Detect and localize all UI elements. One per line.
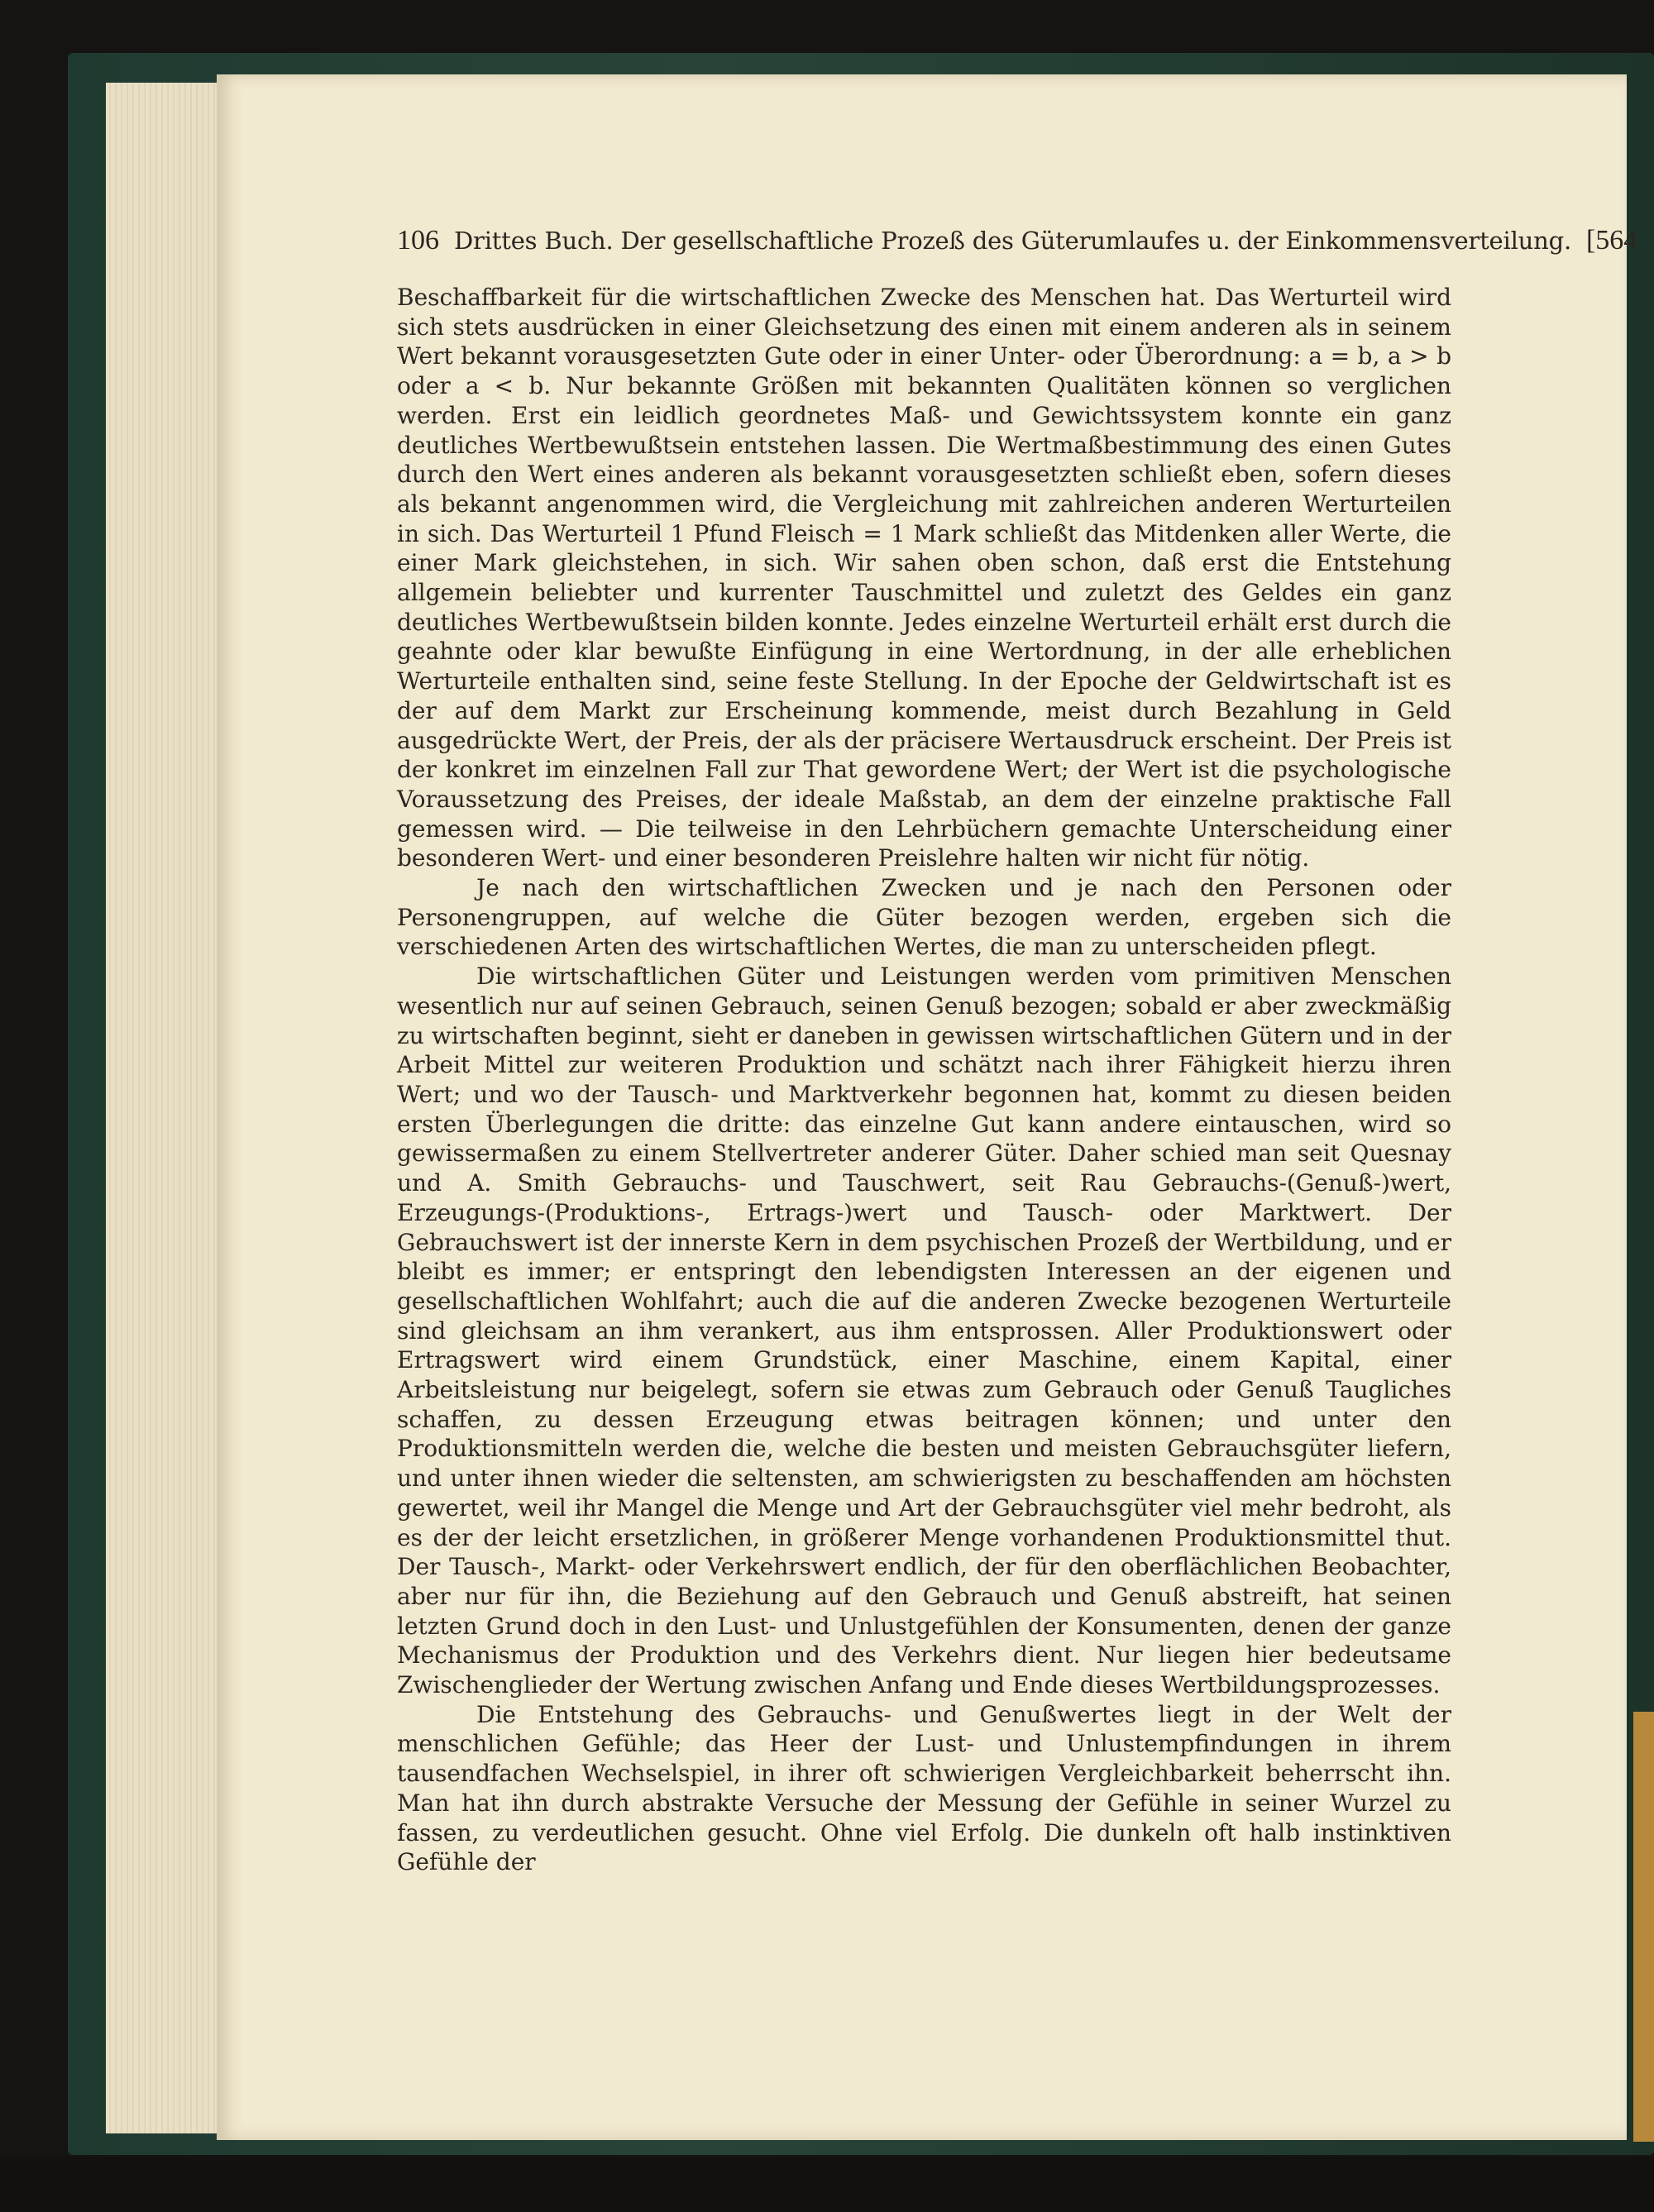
- paragraph-4: Die Entstehung des Gebrauchs- und Genußwertes liegt in der Welt der menschlichen Gefühle; das Heer der Lust- und Unlustempfindungen in ihrem tausendfachen Wechselspiel, in ihrer oft schwierigen Vergleichbarkeit beherrscht ihn. Man hat ihn durch abstrakte Versuche der Messung der Gefühle in seiner Wurzel zu fassen, zu verdeutlichen gesucht. Ohne viel Erfolg. Die dunkeln oft halb instinktiven Gefühle der: [397, 1700, 1451, 1876]
- paragraph-2: Je nach den wirtschaftlichen Zwecken und je nach den Personen oder Personengruppen, auf welche die Güter bezogen werden, ergeben sich die verschiedenen Arten des wirtschaftlichen Wertes, die man zu unterscheiden pflegt.: [397, 874, 1451, 961]
- body-text: [397, 283, 1451, 1877]
- scan-color-strip: [1633, 1712, 1654, 2142]
- page-number: 106: [397, 225, 439, 256]
- margin-number: [564: [1585, 225, 1638, 256]
- page-header: [397, 225, 1638, 256]
- page-edges: [106, 83, 232, 2133]
- scan-bottom-border: [0, 2157, 1654, 2212]
- running-head: Drittes Buch. Der gesellschaftliche Prozeß des Güterumlaufes u. der Einkommensverteilung.: [454, 227, 1571, 255]
- paragraph-3: Die wirtschaftlichen Güter und Leistungen werden vom primitiven Menschen wesentlich nur auf seinen Gebrauch, seinen Genuß bezogen; sobald er aber zweckmäßig zu wirtschaften beginnt, sieht er daneben in gewissen wirtschaftlichen Gütern und in der Arbeit Mittel zur weiteren Produktion und schätzt nach ihrer Fähigkeit hierzu ihren Wert; und wo der Tausch- und Marktverkehr begonnen hat, kommt zu diesen beiden ersten Überlegungen die dritte: das einzelne Gut kann andere eintauschen, wird so gewissermaßen zu einem Stellvertreter anderer Güter. Daher schied man seit Quesnay und A. Smith Gebrauchs- und Tauschwert, seit Rau Gebrauchs-(Genuß-)wert, Erzeugungs-(Produktions-, Ertrags-)wert und Tausch- oder Marktwert. Der Gebrauchswert ist der innerste Kern in dem psychischen Prozeß der Wertbildung, und er bleibt es immer; er entspringt den lebendigsten Interessen an der eigenen und gesellschaftlichen Wohlfahrt; auch die auf die anderen Zwecke bezogenen Werturteile sind gleichsam an ihm verankert, aus ihm entsprossen. Aller Produktionswert oder Ertragswert wird einem Grundstück, einer Maschine, einem Kapital, einer Arbeitsleistung nur beigelegt, sofern sie etwas zum Gebrauch oder Genuß Taugliches schaffen, zu dessen Erzeugung etwas beitragen können; und unter den Produktionsmitteln werden die, welche die besten und meisten Gebrauchsgüter liefern, und unter ihnen wieder die seltensten, am schwierigsten zu beschaffenden am höchsten gewertet, weil ihr Mangel die Menge und Art der Gebrauchsgüter viel mehr bedroht, als es der der leicht ersetzlichen, in größerer Menge vorhandenen Produktionsmittel thut. Der Tausch-, Markt- oder Verkehrswert endlich, der für den oberflächlichen Beobachter, aber nur für ihn, die Beziehung auf den Gebrauch und Genuß abstreift, hat seinen letzten Grund doch in den Lust- und Unlustgefühlen der Konsumenten, denen der ganze Mechanismus der Produktion und des Verkehrs dient. Nur liegen hier bedeutsame Zwischenglieder der Wertung zwischen Anfang und Ende dieses Wertbildungsprozesses.: [397, 963, 1451, 1699]
- paragraph-1: Beschaffbarkeit für die wirtschaftlichen Zwecke des Menschen hat. Das Werturteil wird sich stets ausdrücken in einer Gleichsetzung des einen mit einem anderen als in seinem Wert bekannt vorausgesetzten Gute oder in einer Unter- oder Überordnung: a = b, a > b oder a < b. Nur bekannte Größen mit bekannten Qualitäten können so verglichen werden. Erst ein leidlich geordnetes Maß- und Gewichtssystem konnte ein ganz deutliches Wertbewußtsein entstehen lassen. Die Wertmaßbestimmung des einen Gutes durch den Wert eines anderen als bekannt vorausgesetzten schließt eben, sofern dieses als bekannt angenommen wird, die Vergleichung mit zahlreichen anderen Werturteilen in sich. Das Werturteil 1 Pfund Fleisch = 1 Mark schließt das Mitdenken aller Werte, die einer Mark gleichstehen, in sich. Wir sahen oben schon, daß erst die Entstehung allgemein beliebter und kurrenter Tauschmittel und zuletzt des Geldes ein ganz deutliches Wertbewußtsein bilden konnte. Jedes einzelne Werturteil erhält erst durch die geahnte oder klar bewußte Einfügung in eine Wertordnung, in der alle erheblichen Werturteile enthalten sind, seine feste Stellung. In der Epoche der Geldwirtschaft ist es der auf dem Markt zur Erscheinung kommende, meist durch Bezahlung in Geld ausgedrückte Wert, der Preis, der als der präcisere Wertausdruck erscheint. Der Preis ist der konkret im einzelnen Fall zur That gewordene Wert; der Wert ist die psychologische Voraussetzung des Preises, der ideale Maßstab, an dem der einzelne praktische Fall gemessen wird. — Die teilweise in den Lehrbüchern gemachte Unterscheidung einer besonderen Wert- und einer besonderen Preislehre halten wir nicht für nötig.: [397, 284, 1451, 872]
